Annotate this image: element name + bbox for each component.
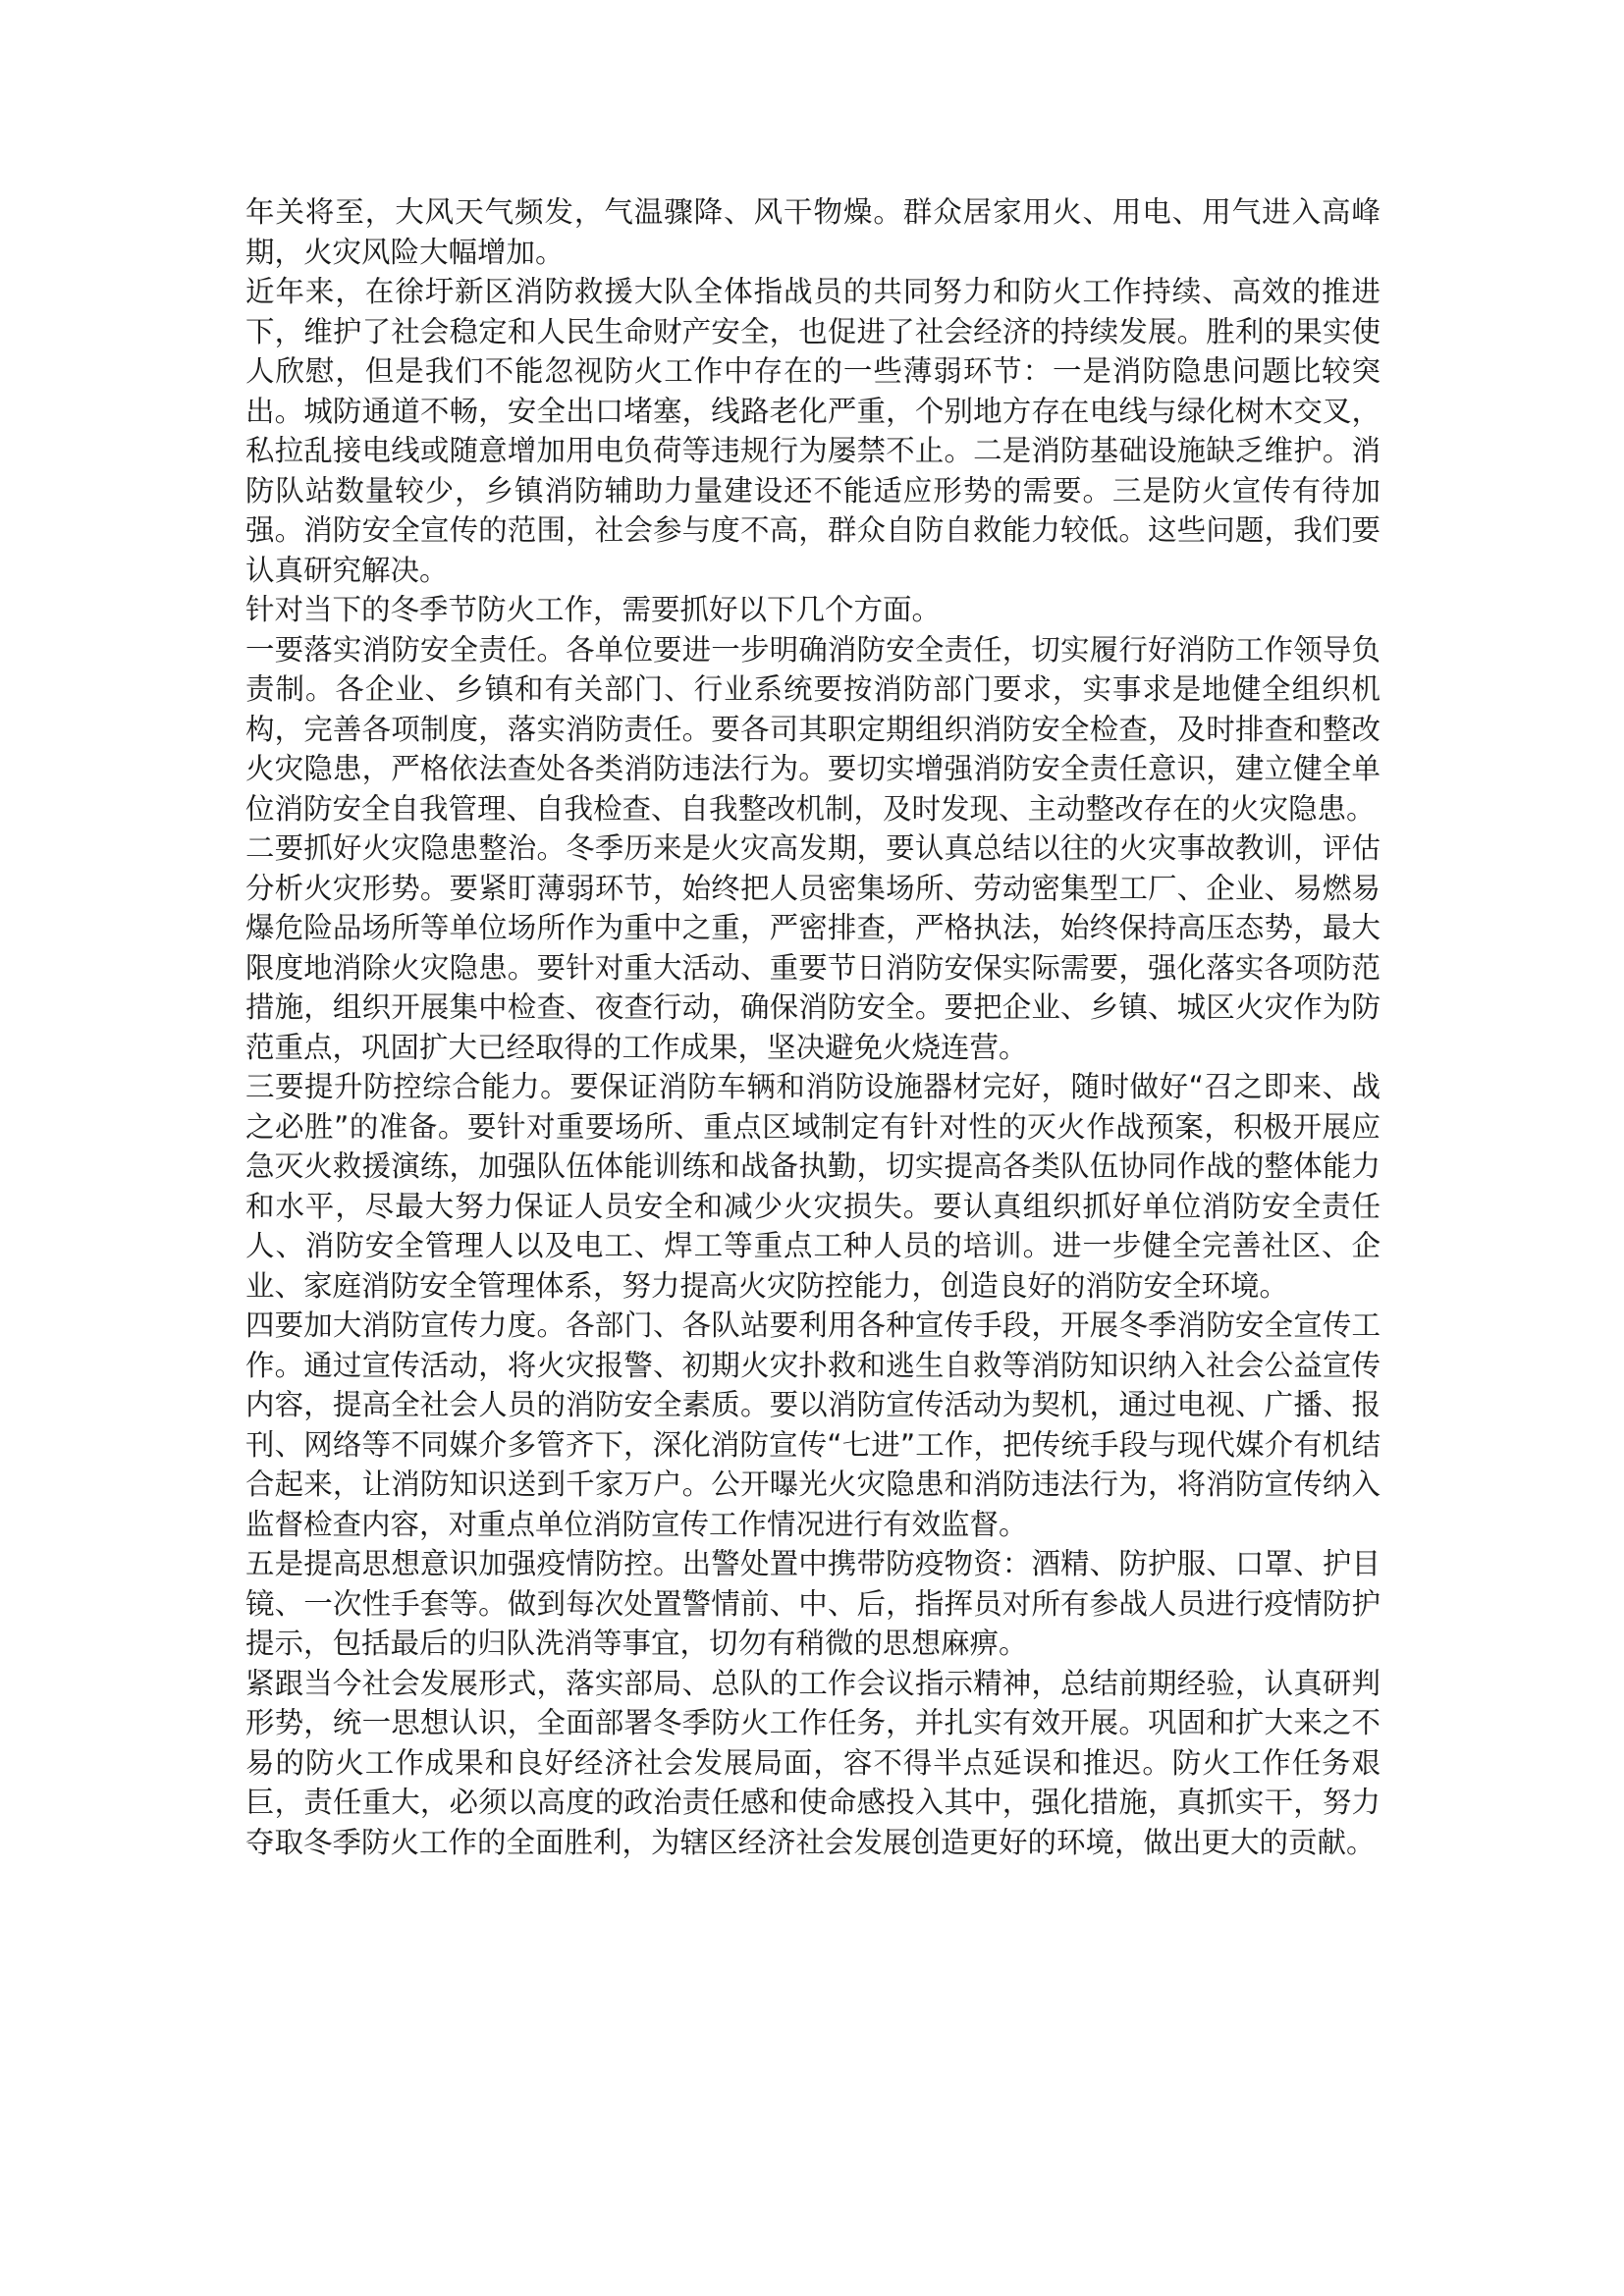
paragraph-point-5: 五是提高思想意识加强疫情防控。出警处置中携带防疫物资：酒精、防护服、口罩、护目镜、一次性手套等。做到每次处置警情前、中、后，指挥员对所有参战人员进行疫情防护提示，包括最后的归队洗消等事宜，切勿有稍微的思想麻痹。	[245, 1547, 1380, 1660]
document-body	[245, 192, 1380, 1862]
paragraph-point-3: 三要提升防控综合能力。要保证消防车辆和消防设施器材完好，随时做好“召之即来、战之必胜”的准备。要针对重要场所、重点区域制定有针对性的灭火作战预案，积极开展应急灭火救援演练，加强队伍体能训练和战备执勤，切实提高各类队伍协同作战的整体能力和水平，尽最大努力保证人员安全和减少火灾损失。要认真组织抓好单位消防安全责任人、消防安全管理人以及电工、焊工等重点工种人员的培训。进一步健全完善社区、企业、家庭消防安全管理体系，努力提高火灾防控能力，创造良好的消防安全环境。	[245, 1070, 1380, 1303]
paragraph-point-2: 二要抓好火灾隐患整治。冬季历来是火灾高发期，要认真总结以往的火灾事故教训，评估分析火灾形势。要紧盯薄弱环节，始终把人员密集场所、劳动密集型工厂、企业、易燃易爆危险品场所等单位场所作为重中之重，严密排查，严格执法，始终保持高压态势，最大限度地消除火灾隐患。要针对重大活动、重要节日消防安保实际需要，强化落实各项防范措施，组织开展集中检查、夜查行动，确保消防安全。要把企业、乡镇、城区火灾作为防范重点，巩固扩大已经取得的工作成果，坚决避免火烧连营。	[245, 831, 1380, 1064]
paragraph-point-1: 一要落实消防安全责任。各单位要进一步明确消防安全责任，切实履行好消防工作领导负责制。各企业、乡镇和有关部门、行业系统要按消防部门要求，实事求是地健全组织机构，完善各项制度，落实消防责任。要各司其职定期组织消防安全检查，及时排查和整改火灾隐患，严格依法查处各类消防违法行为。要切实增强消防安全责任意识，建立健全单位消防安全自我管理、自我检查、自我整改机制，及时发现、主动整改存在的火灾隐患。	[245, 632, 1380, 826]
paragraph-overview: 针对当下的冬季节防火工作，需要抓好以下几个方面。	[245, 593, 942, 626]
paragraph-conclusion: 紧跟当今社会发展形式，落实部局、总队的工作会议指示精神，总结前期经验，认真研判形势，统一思想认识，全面部署冬季防火工作任务，并扎实有效开展。巩固和扩大来之不易的防火工作成果和良好经济社会发展局面，容不得半点延误和推迟。防火工作任务艰巨，责任重大，必须以高度的政治责任感和使命感投入其中，强化措施，真抓实干，努力夺取冬季防火工作的全面胜利，为辖区经济社会发展创造更好的环境，做出更大的贡献。	[245, 1666, 1380, 1859]
paragraph-intro: 年关将至，大风天气频发，气温骤降、风干物燥。群众居家用火、用电、用气进入高峰期，火灾风险大幅增加。	[245, 195, 1380, 269]
paragraph-point-4: 四要加大消防宣传力度。各部门、各队站要利用各种宣传手段，开展冬季消防安全宣传工作。通过宣传活动，将火灾报警、初期火灾扑救和逃生自救等消防知识纳入社会公益宣传内容，提高全社会人员的消防安全素质。要以消防宣传活动为契机，通过电视、广播、报刊、网络等不同媒介多管齐下，深化消防宣传“七进”工作，把传统手段与现代媒介有机结合起来，让消防知识送到千家万户。公开曝光火灾隐患和消防违法行为，将消防宣传纳入监督检查内容，对重点单位消防宣传工作情况进行有效监督。	[245, 1308, 1380, 1541]
paragraph-background: 近年来，在徐圩新区消防救援大队全体指战员的共同努力和防火工作持续、高效的推进下，维护了社会稳定和人民生命财产安全，也促进了社会经济的持续发展。胜利的果实使人欣慰，但是我们不能忽视防火工作中存在的一些薄弱环节：一是消防隐患问题比较突出。城防通道不畅，安全出口堵塞，线路老化严重，个别地方存在电线与绿化树木交叉，私拉乱接电线或随意增加用电负荷等违规行为屡禁不止。二是消防基础设施缺乏维护。消防队站数量较少，乡镇消防辅助力量建设还不能适应形势的需要。三是防火宣传有待加强。消防安全宣传的范围，社会参与度不高，群众自防自救能力较低。这些问题，我们要认真研究解决。	[245, 275, 1380, 587]
